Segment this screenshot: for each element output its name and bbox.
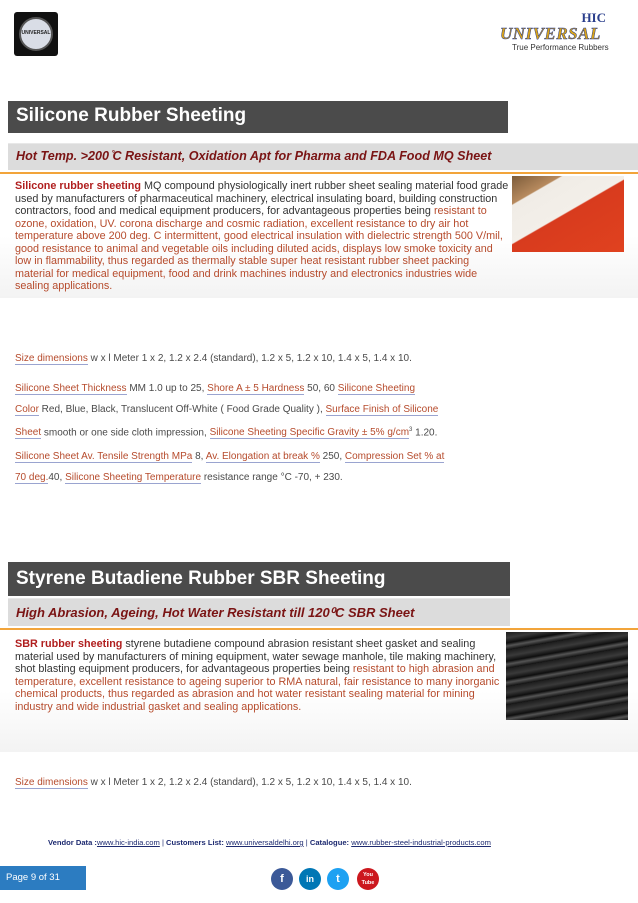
sbr-desc-text: styrene butadiene compound abrasion resistant sheet gasket and sealing material used by manufacturers of mining equipment, water sewage manhole, tile making machinery, shot blasting equipment producers, for advantageous properties being: [15, 638, 497, 675]
gravity-sup: 3: [409, 427, 413, 433]
compression-set-label-a[interactable]: Compression Set % at: [344, 451, 445, 462]
gravity-value: 1.20.: [412, 427, 438, 439]
sbr-sheet-photo: [506, 632, 628, 720]
silicone-specs-block: [15, 378, 515, 443]
finish-label-b[interactable]: Sheet: [15, 427, 42, 439]
color-label-a[interactable]: Silicone Sheeting: [337, 383, 416, 394]
silicone-description: [15, 180, 510, 293]
sbr-lead-term: SBR rubber sheeting: [15, 638, 123, 650]
customers-link[interactable]: www.universaldelhi.org: [225, 838, 304, 847]
silicone-desc-highlight: resistant to ozone, oxidation, UV. corona discharge and cosmic radiation, excellent resistance to dry air hot temperature above 200 deg. C intermittent, good electrical insulation with dielectric strength 500 V/mil, good resistance to animal and vegetable oils including diluted acids, displays low smoke toxicity and low in flammability, thus regarded as thermally stable super heat resistant rubber sheet packing material for medical equipment, food and drink machines industry and electronics industries wide sealing applications.: [15, 205, 503, 292]
catalogue-label: Catalogue:: [309, 838, 352, 847]
hardness-value: 50, 60: [304, 383, 338, 394]
compression-set-label-b[interactable]: 70 deg.: [15, 472, 49, 483]
thickness-value: MM 1.0 up to 25,: [126, 383, 208, 394]
youtube-icon[interactable]: You Tube: [357, 868, 379, 890]
section-title-silicone: Silicone Rubber Sheeting: [8, 101, 508, 133]
tensile-value: 8,: [192, 451, 206, 462]
footer-links: [48, 838, 491, 847]
finish-value: smooth or one side cloth impression,: [41, 427, 210, 439]
brand-hic: HIC: [581, 10, 606, 25]
page-number: Page 9 of 31: [0, 866, 86, 890]
silicone-sheet-photo: [512, 176, 624, 252]
logo-left-text: UNIVERSAL: [21, 30, 51, 36]
linkedin-icon[interactable]: in: [299, 868, 321, 890]
sbr-size-label[interactable]: Size dimensions: [15, 777, 88, 788]
silicone-lead-term: Silicone rubber sheeting: [15, 180, 141, 192]
brand-tagline: True Performance Rubbers: [512, 43, 609, 52]
catalogue-link[interactable]: www.rubber-steel-industrial-products.com: [351, 838, 491, 847]
footer-separator: |: [159, 838, 167, 847]
temperature-value: resistance range °C -70, + 230.: [201, 472, 343, 483]
elongation-label[interactable]: Av. Elongation at break %: [205, 451, 320, 462]
silicone-desc-text: MQ compound physiologically inert rubber sheet sealing material food grade used by manufacturers of pharmaceutical machinery, electrical insulating board, building construction contractors, food and medical equipment producers, for advantageous properties being: [15, 180, 509, 217]
universal-logo-left: [14, 12, 58, 56]
sbr-size-line: [15, 772, 625, 793]
finish-label-a[interactable]: Surface Finish of Silicone: [325, 404, 439, 415]
section-subtitle-silicone: Hot Temp. >200 ̊C Resistant, Oxidation Apt for Pharma and FDA Food MQ Sheet: [8, 143, 638, 170]
silicone-size-line: [15, 348, 625, 369]
brand-name: UNIVERSAL: [500, 24, 601, 43]
temperature-label[interactable]: Silicone Sheeting Temperature: [65, 472, 202, 483]
section-subtitle-sbr: High Abrasion, Ageing, Hot Water Resistant till 120⁰C SBR Sheet: [8, 598, 510, 626]
hardness-label[interactable]: Shore A ± 5 Hardness: [207, 383, 305, 394]
thickness-label[interactable]: Silicone Sheet Thickness: [15, 383, 127, 394]
gravity-label[interactable]: Silicone Sheeting Specific Gravity ± 5% g/cm: [209, 427, 410, 439]
footer-separator: |: [303, 838, 310, 847]
sbr-description: [15, 638, 500, 713]
color-value: Red, Blue, Black, Translucent Off-White ( Food Grade Quality ),: [38, 404, 326, 415]
vendor-link[interactable]: www.hic-india.com: [96, 838, 160, 847]
compression-set-value: 40,: [48, 472, 66, 483]
vendor-label: Vendor Data :: [48, 838, 97, 847]
silicone-mech-block: [15, 446, 515, 488]
hic-universal-logo: [494, 10, 624, 55]
twitter-icon[interactable]: t: [327, 868, 349, 890]
sbr-size-value: w x l Meter 1 x 2, 1.2 x 2.4 (standard), 1.2 x 5, 1.2 x 10, 1.4 x 5, 1.4 x 10.: [87, 777, 412, 788]
silicone-size-label[interactable]: Size dimensions: [15, 353, 88, 364]
silicone-size-value: w x l Meter 1 x 2, 1.2 x 2.4 (standard), 1.2 x 5, 1.2 x 10, 1.4 x 5, 1.4 x 10.: [87, 353, 412, 364]
section-title-sbr: Styrene Butadiene Rubber SBR Sheeting: [8, 562, 510, 596]
facebook-icon[interactable]: f: [271, 868, 293, 890]
color-label-b[interactable]: Color: [15, 404, 39, 415]
elongation-value: 250,: [319, 451, 345, 462]
tensile-label[interactable]: Silicone Sheet Av. Tensile Strength MPa: [15, 451, 193, 462]
sbr-desc-highlight: resistant to high abrasion and temperature, excellent resistance to ageing superior to RMA natural, fair resistance to many inorganic chemical products, thus regarded as abrasion and hot water resistant sealing material for mining industry and wide industrial gasket and sealing applications.: [15, 663, 500, 713]
customers-label: Customers List:: [166, 838, 226, 847]
